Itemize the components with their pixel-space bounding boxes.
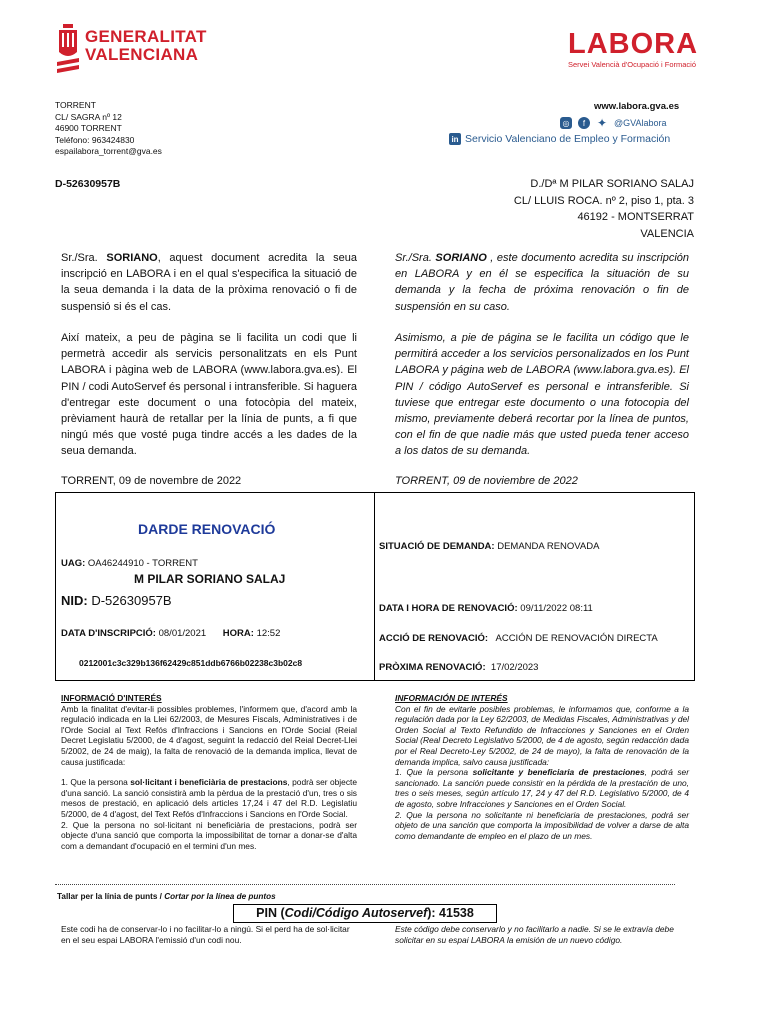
date-ca: TORRENT, 09 de novembre de 2022 [61,475,242,487]
info-item2-es: 2. Que la persona no solicitante ni beneficiaria de prestaciones, podrá ser objeto de una sanción que comporta la imposibilidad de volver a darse de alta como demandante de empleo en el plazo de un mes. [395,809,689,841]
twitter-icon[interactable]: ✦ [596,116,608,130]
demand-status-row: SITUACIÓ DE DEMANDA: DEMANDA RENOVADA [379,541,600,552]
social-links [560,117,667,129]
inscription-row: DATA D'INSCRIPCIÓ: 08/01/2021 HORA: 12:52 [61,628,281,639]
labora-subtitle: Servei Valencià d'Ocupació i Formació [568,60,697,69]
darde-title: DARDE RENOVACIÓ [138,521,276,537]
info-section-ca [61,693,357,851]
info-item2-ca: 2. Que la persona no sol·licitant ni beneficiària de prestacions, podrà ser objecte d'una sanció que comporta la impossibilitat de tornar a donar-se d'alta com a demandant d'ocupació en el termini d'un mes. [61,819,357,851]
pin-paragraph-ca: Així mateix, a peu de pàgina se li facilita un codi que li permetrà accedir als servicis personalitzats en els Punt LABORA i pàgina web de LABORA (www.labora.gva.es). El PIN / codi AutoServef és personal i intransferible. Si haguera d'entregar este document o una fotocòpia del mateix, prèviament haurà de retallar per la línia de punts, a fi que ningú més que vosté puga tindre accés a les dades de la seua demanda. [61,332,357,458]
person-name: M PILAR SORIANO SALAJ [134,572,286,586]
next-renewal-row: PRÒXIMA RENOVACIÓ: 17/02/2023 [379,662,539,673]
cut-line [55,884,675,885]
instagram-icon[interactable]: ◎ [560,117,572,129]
pin-box: PIN (Codi/Código Autoservef): 41538 [233,904,497,923]
website-link[interactable]: www.labora.gva.es [594,101,680,112]
recipient-address: D./Dª M PILAR SORIANO SALAJ CL/ LLUIS ROCA. nº 2, piso 1, pta. 3 46192 - MONTSERRAT VALENCIA [513,178,694,240]
intro-paragraph-es: Sr./Sra. SORIANO , este documento acredita su inscripción en LABORA y en él se especifica la situación de su demanda y la fecha de próxima renovación o fin de suspensión en su caso. [395,252,689,313]
linkedin-link[interactable] [449,133,670,145]
info-item1-ca: 1. Que la persona sol·licitant i beneficiària de prestacions, podrà ser objecte d'una sanció. La sanció consistirà amb la pèrdua de la prestació d'un, tres o sis mesos de prestació, en aplicació dels articles 17,24 i 47 del R.D. Legislatiu 5/2000, de 4 d'agost, del Text Refós d'Infraccions i Sancions en l'Orde Social. [61,777,357,819]
info-title-ca: INFORMACIÓ D'INTERÉS [61,693,162,703]
linkedin-text: Servicio Valenciano de Empleo y Formación [465,133,671,145]
darde-box-divider [374,492,375,681]
cut-label: Tallar per la línia de punts / Cortar por la línea de puntos [57,892,276,901]
labora-logo: LABORA [568,28,699,60]
uag-row: UAG: OA46244910 - TORRENT [61,558,198,569]
info-item1-es: 1. Que la persona solicitante y beneficiaria de prestaciones, podrá ser sancionado. La sanción puede consistir en la pérdida de la prestación de uno, tres o seis meses, según artículo 17, 24 y 47 del R.D. Legislativo 5/2000, de 4 de agosto, sobre Infracciones y Sanciones en el Orden Social. [395,767,689,809]
linkedin-icon: in [449,133,461,145]
info-intro-es: Con el fin de evitarle posibles problemas, le informamos que, conforme a la regulación dada por la Ley 62/2003, de Medidas Fiscales, Administrativas y del Orden Social al Texto Refundido de Infracciones y Sanciones en el Orden Social (Real Decreto Legislativo 5/2000, de 4 de agosto, según redacción dada por el Real Decreto-Ley 5/2002, de 24 de mayo), la falta de renovación de la demanda implica, salvo causa justificada: [395,703,689,767]
renewal-date-row: DATA I HORA DE RENOVACIÓ: 09/11/2022 08:11 [379,603,593,614]
social-handle[interactable]: @GVAlabora [614,118,667,128]
date-es: TORRENT, 09 de noviembre de 2022 [395,475,578,487]
office-address: TORRENT CL/ SAGRA nº 12 46900 TORRENT Teléfono: 963424830 espailabora_torrent@gva.es [55,100,162,156]
nid-row: NID: D-52630957B [61,593,172,608]
pin-paragraph-es: Asimismo, a pie de página se le facilita un código que le permitirá acceder a los servicios personalizados en los Punt LABORA y página web de LABORA (www.labora.gva.es). El PIN / código AutoServef es personal e intransferible. Si tuviese que entregar este documento o una fotocopia del mismo, previamente deberá recortar por la línea de puntos, con el fin de que nadie más que usted pueda tener acceso a los datos de su demanda. [395,332,689,458]
footer-note-es: Este código debe conservarlo y no facilitarlo a nadie. Si se le extravía debe solicitar en su espai LABORA la emisión de un nuevo código. [395,924,674,945]
footer-note-ca: Este codi ha de conservar-lo i no facilitar-lo a ningú. Si el perd ha de sol·licitar en el seu espai LABORA l'emissió d'un codi nou. [61,924,350,945]
generalitat-name: GENERALITAT VALENCIANA [85,27,207,64]
info-section-es [395,693,689,841]
verification-hash: 0212001c3c329b136f62429c851ddb6766b02238c3b02c8 [79,658,303,668]
renewal-action-row: ACCIÓ DE RENOVACIÓ: ACCIÓN DE RENOVACIÓN DIRECTA [379,633,658,644]
document-id: D-52630957B [55,178,121,190]
facebook-icon[interactable]: f [578,117,590,129]
info-title-es: INFORMACIÓN DE INTERÉS [395,693,508,703]
info-intro-ca: Amb la finalitat d'evitar-li possibles problemes, l'informem que, d'acord amb la regulació indicada en la Llei 62/2003, de Mesures Fiscals, Administratives i de l'Orde Social al Text Refós d'Infraccions i Sancions en l'Orde Social (Reial Decret Legislatiu 5/2000, de 4 d'agost, seguint la redacció del Reial Decret-Llei 5/2002, de 24 de maig), la falta de renovació de la demanda implica, llevat de causa justificada: [61,703,357,767]
generalitat-shield-icon [55,22,81,78]
intro-paragraph-ca: Sr./Sra. SORIANO, aquest document acredita la seua inscripció en LABORA i en el qual s'especifica la situació de la seua demanda i la data de la pròxima renovació o fi de suspensió si és el cas. [61,252,357,313]
